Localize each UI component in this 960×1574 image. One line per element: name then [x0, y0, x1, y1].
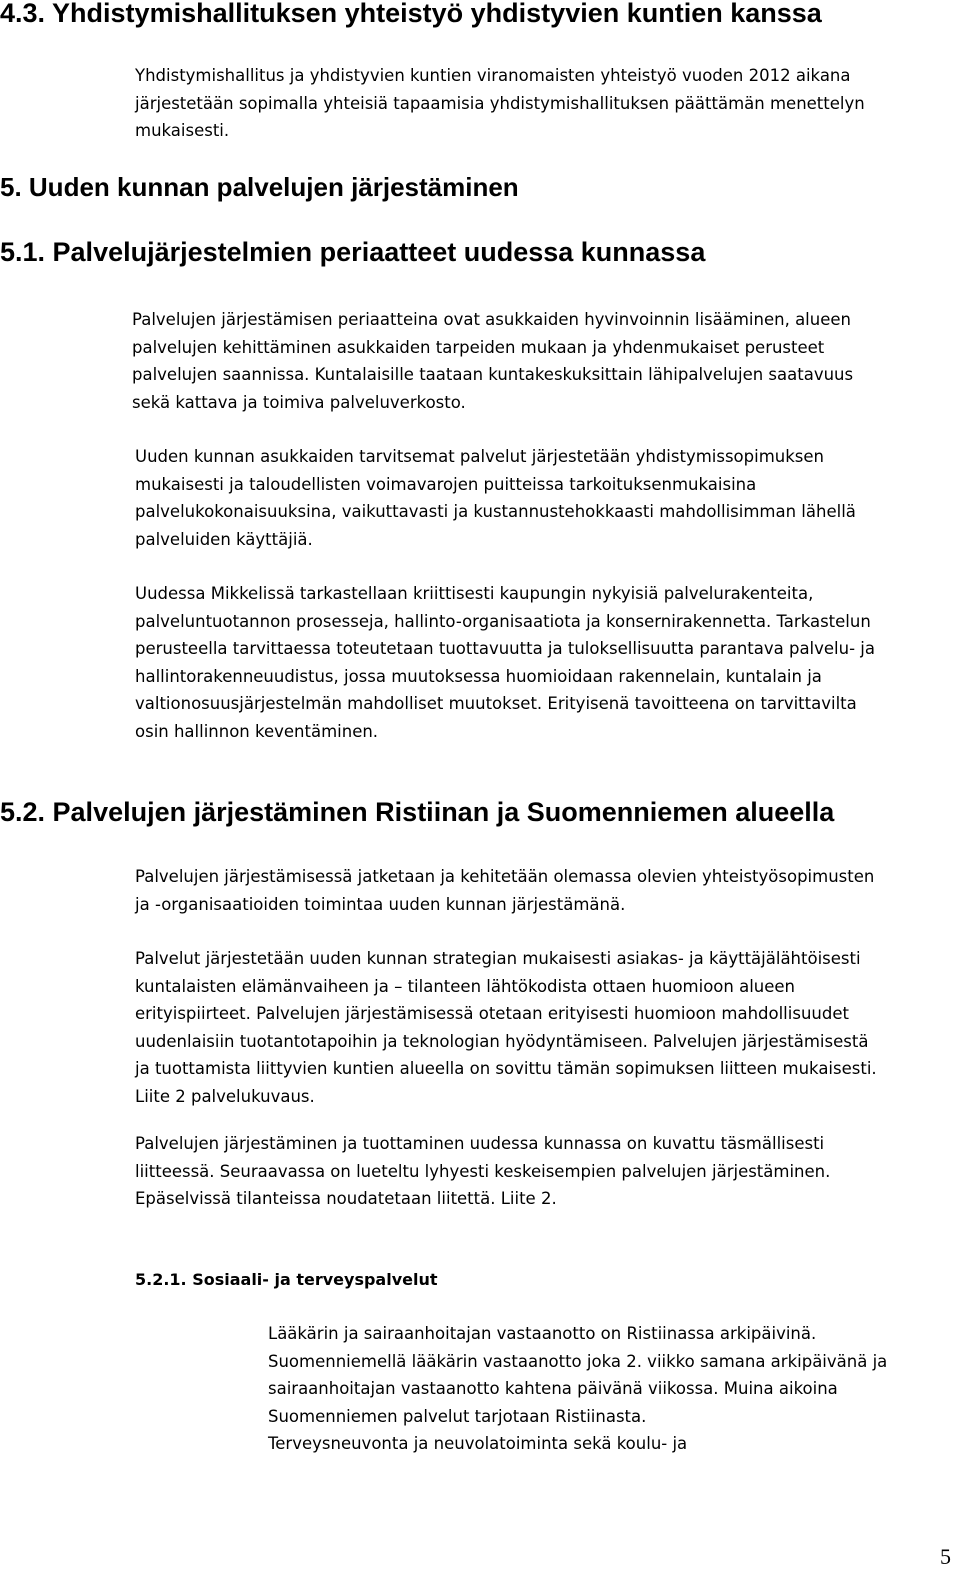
text-line: hallintorakenneuudistus, jossa muutoksessa huomioidaan rakennelain, kuntalain ja	[135, 666, 822, 686]
text-line: Terveysneuvonta ja neuvolatoiminta sekä koulu- ja	[268, 1434, 688, 1453]
text-line: Liite 2 palvelukuvaus.	[135, 1086, 315, 1106]
section-heading-5-1: 5.1. Palvelujärjestelmien periaatteet uudessa kunnassa	[0, 237, 706, 267]
text-line: ja tuottamista liittyvien kuntien alueella on sovittu tämän sopimuksen liitteen mukaisesti.	[135, 1059, 877, 1078]
text-line: palvelujen saannissa. Kuntalaisille taataan kuntakeskuksittain lähipalvelujen saatavuus	[132, 365, 854, 384]
text-line: Palvelujen järjestämisen periaatteina ovat asukkaiden hyvinvoinnin lisääminen, alueen	[132, 310, 851, 329]
text-line: perusteella tarvittaessa toteutetaan tuottavuutta ja tuloksellisuutta parantava palvelu- ja	[135, 639, 875, 658]
section-heading-5: 5. Uuden kunnan palvelujen järjestäminen	[0, 172, 519, 202]
paragraph-5-2-b	[135, 945, 877, 1110]
text-line: palveluiden käyttäjiä.	[135, 529, 313, 549]
paragraph-5-1-b	[135, 443, 856, 553]
section-heading-5-2: 5.2. Palvelujen järjestäminen Ristiinan ja Suomenniemen alueella	[0, 797, 835, 827]
text-line: sairaanhoitajan vastaanotto kahtena päivänä viikossa. Muina aikoina	[268, 1379, 838, 1398]
text-line: Suomenniemellä lääkärin vastaanotto joka 2. viikko samana arkipäivänä ja	[268, 1351, 888, 1371]
paragraph-5-2-1	[268, 1320, 887, 1458]
text-line: Uudessa Mikkelissä tarkastellaan kriittisesti kaupungin nykyisiä palvelurakenteita,	[135, 584, 814, 603]
text-line: Uuden kunnan asukkaiden tarvitsemat palvelut järjestetään yhdistymissopimuksen	[135, 447, 825, 466]
paragraph-5-1-a	[132, 306, 853, 416]
text-line: valtionosuusjärjestelmän mahdolliset muutokset. Erityisenä tavoitteena on tarvittavilta	[135, 694, 857, 713]
text-line: sekä kattava ja toimiva palveluverkosto.	[132, 392, 466, 412]
text-line: palvelujen kehittäminen asukkaiden tarpeiden mukaan ja yhdenmukaiset perusteet	[132, 337, 825, 357]
section-heading-4-3: 4.3. Yhdistymishallituksen yhteistyö yhdistyvien kuntien kanssa	[0, 0, 822, 28]
paragraph-5-2-a	[135, 863, 874, 918]
text-line: Palvelujen järjestäminen ja tuottaminen uudessa kunnassa on kuvattu täsmällisesti	[135, 1134, 825, 1153]
text-line: ja -organisaatioiden toimintaa uuden kunnan järjestämänä.	[135, 894, 626, 914]
text-line: Suomenniemen palvelut tarjotaan Ristiinasta.	[268, 1406, 647, 1426]
text-line: Lääkärin ja sairaanhoitajan vastaanotto on Ristiinassa arkipäivinä.	[268, 1324, 817, 1343]
text-line: järjestetään sopimalla yhteisiä tapaamisia yhdistymishallituksen päättämän menettelyn	[135, 93, 865, 113]
text-line: mukaisesti.	[135, 121, 230, 140]
text-line: kuntalaisten elämänvaiheen ja – tilanteen lähtökodista ottaen huomioon alueen	[135, 976, 795, 996]
section-heading-5-2-1: 5.2.1. Sosiaali- ja terveyspalvelut	[135, 1270, 438, 1289]
paragraph-5-1-c	[135, 580, 875, 745]
text-line: palvelukokonaisuuksina, vaikuttavasti ja kustannustehokkaasti mahdollisimman lähellä	[135, 502, 856, 521]
page-number: 5	[940, 1544, 951, 1569]
text-line: uudenlaisiin tuotantotapoihin ja teknologian hyödyntämiseen. Palvelujen järjestämisestä	[135, 1031, 869, 1051]
text-line: Epäselvissä tilanteissa noudatetaan liitettä. Liite 2.	[135, 1189, 557, 1208]
text-line: osin hallinnon keventäminen.	[135, 721, 379, 741]
text-line: Palvelut järjestetään uuden kunnan strategian mukaisesti asiakas- ja käyttäjälähtöisesti	[135, 949, 861, 968]
text-line: Palvelujen järjestämisessä jatketaan ja kehitetään olemassa olevien yhteistyösopimusten	[135, 867, 875, 886]
text-line: Yhdistymishallitus ja yhdistyvien kuntien viranomaisten yhteistyö vuoden 2012 aikana	[135, 66, 851, 85]
text-line: palveluntuotannon prosesseja, hallinto-organisaatiota ja konsernirakennetta. Tarkastelun	[135, 611, 871, 631]
text-line: mukaisesti ja taloudellisten voimavarojen puitteissa tarkoituksenmukaisina	[135, 474, 757, 494]
text-line: liitteessä. Seuraavassa on lueteltu lyhyesti keskeisempien palvelujen järjestäminen.	[135, 1161, 831, 1181]
paragraph-4-3	[135, 62, 865, 145]
paragraph-5-2-c	[135, 1130, 830, 1213]
text-line: erityispiirteet. Palvelujen järjestämisessä otetaan erityisesti huomioon mahdollisuudet	[135, 1004, 849, 1023]
